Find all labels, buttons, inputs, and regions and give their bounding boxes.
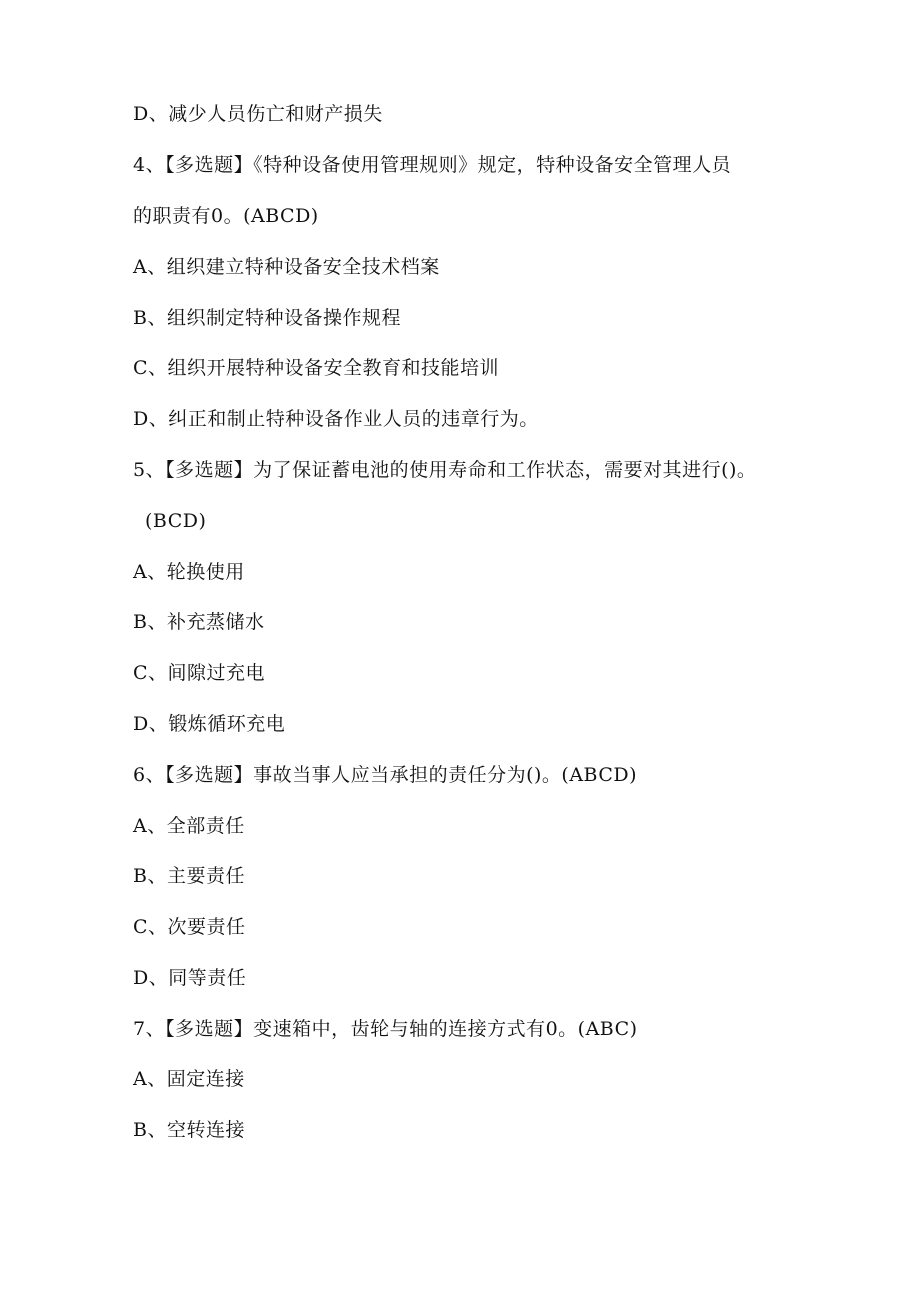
q5-option-a: A、轮换使用 — [133, 561, 245, 583]
q3-option-d: D、减少人员伤亡和财产损失 — [133, 103, 383, 125]
q4-option-c: C、组织开展特种设备安全教育和技能培训 — [133, 357, 500, 379]
q7-question: 7、【多选题】变速箱中，齿轮与轴的连接方式有0。(ABC) — [133, 1018, 638, 1040]
q4-option-d: D、纠正和制止特种设备作业人员的违章行为。 — [133, 408, 539, 430]
q7-option-a: A、固定连接 — [133, 1068, 245, 1090]
q5-option-d: D、锻炼循环充电 — [133, 713, 286, 735]
q4-option-a: A、组织建立特种设备安全技术档案 — [133, 256, 440, 278]
q7-option-b: B、空转连接 — [133, 1119, 245, 1141]
q5-question: 5、【多选题】为了保证蓄电池的使用寿命和工作状态，需要对其进行()。 — [133, 459, 757, 481]
q4-option-b: B、组织制定特种设备操作规程 — [133, 307, 401, 329]
q5-option-b: B、补充蒸储水 — [133, 611, 265, 633]
q4-question: 4、【多选题】《特种设备使用管理规则》规定，特种设备安全管理人员 — [133, 154, 732, 176]
q6-option-b: B、主要责任 — [133, 865, 245, 887]
q4-question-continuation: 的职责有0。(ABCD) — [133, 205, 319, 227]
q5-answer: (BCD) — [145, 510, 207, 532]
q5-option-c: C、间隙过充电 — [133, 662, 266, 684]
q6-question: 6、【多选题】事故当事人应当承担的责任分为()。(ABCD) — [133, 764, 638, 786]
q6-option-d: D、同等责任 — [133, 967, 247, 989]
q6-option-c: C、次要责任 — [133, 916, 246, 938]
q6-option-a: A、全部责任 — [133, 815, 245, 837]
